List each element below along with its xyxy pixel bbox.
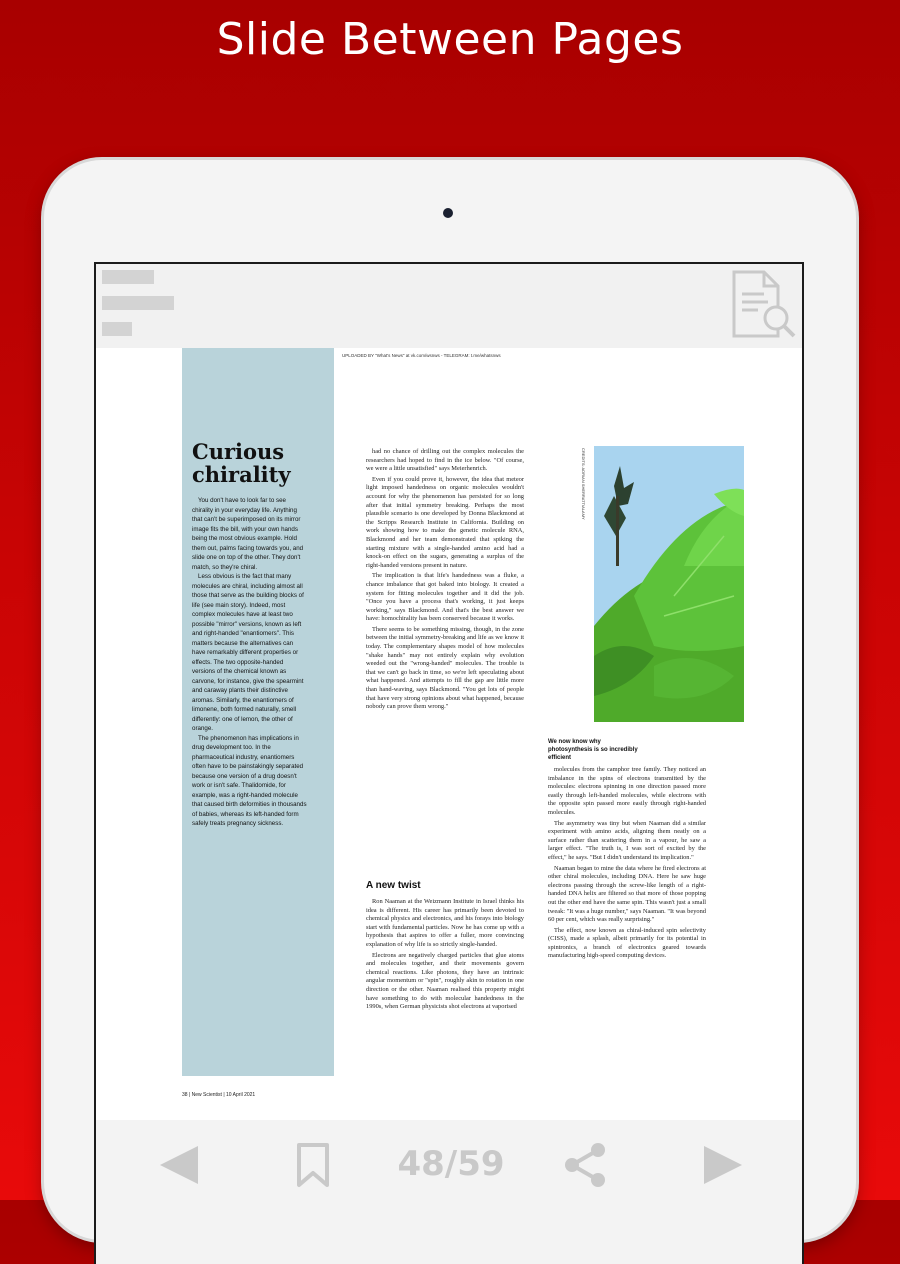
article-column-1 bbox=[366, 448, 524, 714]
leaf-photo bbox=[594, 446, 744, 722]
document-search-icon[interactable] bbox=[730, 268, 798, 340]
reader-top-bar bbox=[96, 264, 802, 348]
article-paragraph: Even if you could prove it, however, the idea that meteor light imposed handedness on organic molecules wouldn't account for why the phenomenon has persisted for so long after that initial symmetry breaking. Perhaps the most plausible scenario is one developed by Donna Blackmond at the Scripps Research Institute in California. Building on work showing how to make the genetic molecule RNA, Blackmond and her team demonstrated that spiking the starting mixture with a single-handed amino acid had a knock-on effect on the sugars, generating a surplus of the right-handed versions present in nature. bbox=[366, 475, 524, 569]
article-paragraph: Naaman began to mine the data where he fired electrons at other chiral molecules, including DNA. Here he saw huge electrons passing through the screw-like length of a right-handed DNA helix are filtered so that more of those popping out the other end have the same spin. This wasn't just a small tweak: "It was a huge number," says Naaman. "It was beyond 60 per cent, which was really surprising." bbox=[548, 864, 706, 924]
next-page-icon[interactable] bbox=[700, 1142, 746, 1192]
article-paragraph: had no chance of drilling out the complex molecules the researchers had hoped to find in the ice below. "Of course, we were a little unsatisfied" says Meierhenrich. bbox=[366, 448, 524, 473]
article-column-2 bbox=[548, 766, 706, 963]
article-paragraph: Electrons are negatively charged particles that glue atoms and molecules together, and their movements govern chemical reactions. Like photons, they have an intrinsic angular momentum or "spin", roughly akin to rotation in one direction or the other. Naaman realised this property might have something to do with molecular handedness in the 1990s, when German physicists shot electrons at vaporised bbox=[366, 951, 524, 1011]
article-subhead: A new twist bbox=[366, 880, 421, 891]
photo-caption: We now know why photosynthesis is so incredibly efficient bbox=[548, 739, 638, 761]
share-icon[interactable] bbox=[564, 1142, 608, 1192]
page-folio: 38 | New Scientist | 10 April 2021 bbox=[182, 1092, 256, 1098]
article-paragraph: The implication is that life's handedness was a fluke, a chance imbalance that got baked into biology. It created a system for fitting molecules together and it did the job. "Once you have a process that's working, it just keeps working," says Blackmond. And that's the best answer we have: homochirality has been conserved because it works. bbox=[366, 572, 524, 623]
page-indicator: 48/59 bbox=[397, 1144, 505, 1184]
bookmark-icon[interactable] bbox=[296, 1142, 330, 1192]
reader-screen bbox=[94, 262, 804, 1264]
photo-credit: CREDITS: ADRIAN SHERRATT/ALAMY bbox=[581, 448, 586, 520]
article-paragraph: Ron Naaman at the Weizmann Institute in Israel thinks his idea is different. His career has primarily been devoted to chemical physics and electronics, and his forays into biology start with fundamental particles. Now he has come up with a hypothesis that aspires to offer a fuller, more convincing explanation of why life is so strictly single-handed. bbox=[366, 898, 524, 948]
sidebar-text bbox=[192, 496, 308, 829]
title-placeholder-line bbox=[102, 322, 132, 336]
article-paragraph: There seems to be something missing, though, in the zone between the initial symmetry-breaking and life as we know it today. The complementary shapes model of how molecules "shake hands" may not entirely explain why evolution weeded out the "wrong-handed" molecules. The trouble is that we can't go back in time, so we're left speculating about what happened. And attempts to fill the gap are little more than hand-waving, says Blackmond. "You get lots of people that have very strong opinions about what happened, because nobody can prove them wrong." bbox=[366, 625, 524, 711]
sidebar-paragraph: The phenomenon has implications in drug development too. In the pharmaceutical industry, enantiomers often have to be painstakingly separated because one version of a drug doesn't work or isn't safe. Thalidomide, for example, was a right-handed molecule that caused birth deformities in thousands of babies, whereas its left-handed form safely treats pregnancy sickness. bbox=[192, 734, 307, 827]
page-header-line: UPLOADED BY "What's News" at vk.com/wsnws - TELEGRAM: t.me/whatsnws bbox=[342, 353, 501, 358]
sidebar-title: Curious chirality bbox=[192, 439, 291, 487]
sidebar-paragraph: Less obvious is the fact that many molecules are chiral, including almost all those that serve as the building blocks of life (see main story). Indeed, most complex molecules have at least two possible "mirror" versions, known as left and right-handed "enantiomers". This matters because the alternatives can have remarkably different properties or effects. The two opposite-handed versions of the chemical known as carvone, for instance, give the spearmint and caraway plants their distinctive aromas. Similarly, the enantiomers of limonene, both formed naturally, smell differently: one of lemon, the other of orange. bbox=[192, 573, 304, 732]
sidebar-paragraph: You don't have to look far to see chirality in your everyday life. Anything that can't be superimposed on its mirror image fits the bill, with your own hands being the most obvious example. Hold them out, palms facing towards you, and slide one on top of the other. They don't match, so they're chiral. bbox=[192, 497, 304, 571]
title-placeholder-line bbox=[102, 296, 174, 310]
sidebar-box bbox=[182, 348, 334, 1076]
previous-page-icon[interactable] bbox=[156, 1142, 202, 1192]
article-paragraph: molecules from the camphor tree family. They noticed an imbalance in the spins of electrons transmitted by the molecules: electrons spinning in one direction passed more easily through left-handed molecules, while electrons with the opposite spin passed more easily through right-handed molecules. bbox=[548, 766, 706, 816]
tablet-camera bbox=[443, 208, 453, 218]
tablet-frame bbox=[44, 160, 856, 1240]
reader-bottom-bar bbox=[96, 1120, 802, 1264]
article-paragraph: The asymmetry was tiny but when Naaman did a similar experiment with amino acids, aligning them neatly on a surface rather than scattering them in a vapour, he saw a larger effect. "The truth is, I was sort of excited by the effect," he says. "But I didn't understand its implication." bbox=[548, 819, 706, 861]
article-column-1b bbox=[366, 898, 524, 1014]
title-placeholder-line bbox=[102, 270, 154, 284]
promo-headline: Slide Between Pages bbox=[216, 14, 684, 65]
magazine-page[interactable] bbox=[96, 348, 802, 1118]
article-paragraph: The effect, now known as chiral-induced spin selectivity (CISS), made a splash, albeit primarily for its potential in spintronics, a branch of electronics geared towards manufacturing high-speed computing devices. bbox=[548, 926, 706, 960]
